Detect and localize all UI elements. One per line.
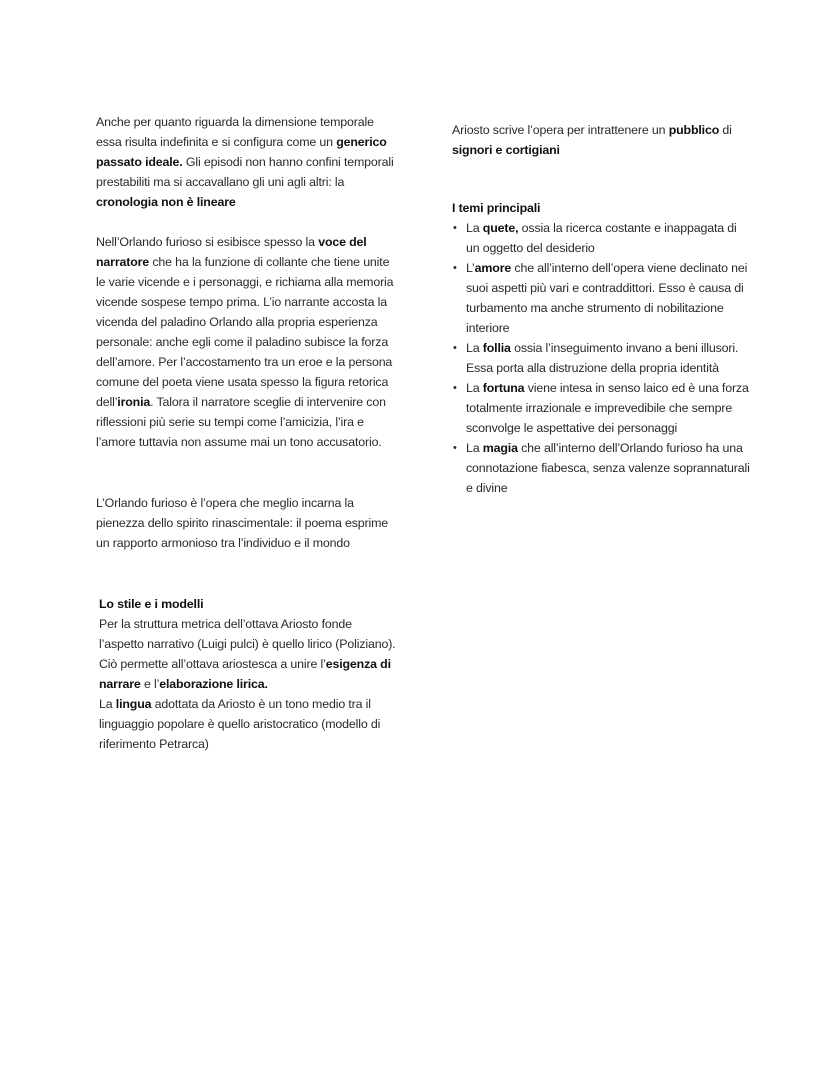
bold-text: quete,	[482, 221, 519, 235]
bold-text: lingua	[115, 697, 152, 711]
text-run: . Talora il narratore sceglie di intervenire con riflessioni più serie su tempi come l’amicizia, l’ira e l’amore tuttavia non assume mai un tono accusatorio.	[96, 395, 386, 449]
text-run: che all’interno dell’Orlando furioso ha una connotazione fiabesca, senza valenze soprannaturali e divine	[466, 441, 750, 495]
bold-text: pubblico	[668, 123, 720, 137]
bold-text: magia	[482, 441, 518, 455]
paragraph-narrator-voice	[96, 232, 396, 452]
text-run: adottata da Ariosto è un tono medio tra il linguaggio popolare è quello aristocratico (modello di riferimento Petrarca)	[99, 697, 381, 751]
paragraph-metric-structure	[99, 614, 396, 694]
text-run: ossia l’inseguimento invano a beni illusori. Essa porta alla distruzione della propria identità	[466, 341, 739, 375]
list-item	[452, 378, 752, 438]
right-column	[452, 120, 752, 498]
bold-text: voce del narratore	[96, 235, 367, 269]
text-run: che all’interno dell’opera viene declinato nei suoi aspetti più vari e contraddittori. Esso è causa di turbamento ma anche strumento di nobilitazione interiore	[466, 261, 748, 335]
text-run: Anche per quanto riguarda la dimensione temporale essa risulta indefinita e si configura come un	[96, 115, 374, 149]
text-run: Per la struttura metrica dell’ottava Ariosto fonde l’aspetto narrativo (Luigi pulci) è quello lirico (Poliziano). Ciò permette all’ottava ariostesca a unire l’	[99, 617, 396, 671]
list-item	[452, 218, 752, 258]
text-run: Ariosto scrive l’opera per intrattenere un	[452, 123, 669, 137]
bold-text: elaborazione lirica.	[159, 677, 268, 691]
heading-style-models: Lo stile e i modelli	[99, 597, 204, 611]
list-item	[452, 338, 752, 378]
text-run: L’	[466, 261, 475, 275]
text-run: e l’	[140, 677, 160, 691]
paragraph-language	[99, 694, 396, 754]
list-item	[452, 258, 752, 338]
text-run: La	[466, 221, 483, 235]
bold-text: amore	[474, 261, 512, 275]
text-run: La	[99, 697, 116, 711]
bold-text: ironia	[117, 395, 151, 409]
bold-text: cronologia non è lineare	[96, 195, 236, 209]
text-run: che ha la funzione di collante che tiene unite le varie vicende e i personaggi, e richiama alla memoria vicende sospese tempo prima. L’io narrante accosta la vicenda del paladino Orlando alla propria esperienza personale: anche egli come il paladino subisce la forza dell’amore. Per l’accostamento tra un eroe e la persona comune del poeta viene usata spesso la figura retorica dell’	[96, 255, 394, 409]
bold-text: signori e cortigiani	[452, 143, 560, 157]
left-column	[96, 112, 396, 754]
bold-text: esigenza di narrare	[99, 657, 391, 691]
text-run: Nell’Orlando furioso si esibisce spesso la	[96, 235, 319, 249]
text-run: La	[466, 381, 483, 395]
text-run: di	[719, 123, 732, 137]
text-run: ossia la ricerca costante e inappagata di un oggetto del desiderio	[466, 221, 737, 255]
heading-main-themes: I temi principali	[452, 201, 541, 215]
paragraph-temporal-dimension	[96, 112, 396, 212]
list-item	[452, 438, 752, 498]
bold-text: generico passato ideale.	[96, 135, 387, 169]
bold-text: follia	[482, 341, 511, 355]
paragraph-audience	[452, 120, 752, 160]
text-run: La	[466, 341, 483, 355]
text-run: La	[466, 441, 483, 455]
text-run: Gli episodi non hanno confini temporali prestabiliti ma si accavallano gli uni agli altri: la	[96, 155, 394, 189]
bold-text: fortuna	[482, 381, 525, 395]
text-run: L’Orlando furioso è l’opera che meglio incarna la pienezza dello spirito rinascimentale: il poema esprime un rapporto armonioso tra l’individuo e il mondo	[96, 496, 389, 550]
themes-list	[452, 218, 752, 498]
text-run: viene intesa in senso laico ed è una forza totalmente irrazionale e imprevedibile che sempre sconvolge le aspettative dei personaggi	[466, 381, 749, 435]
paragraph-renaissance-spirit	[96, 493, 396, 553]
